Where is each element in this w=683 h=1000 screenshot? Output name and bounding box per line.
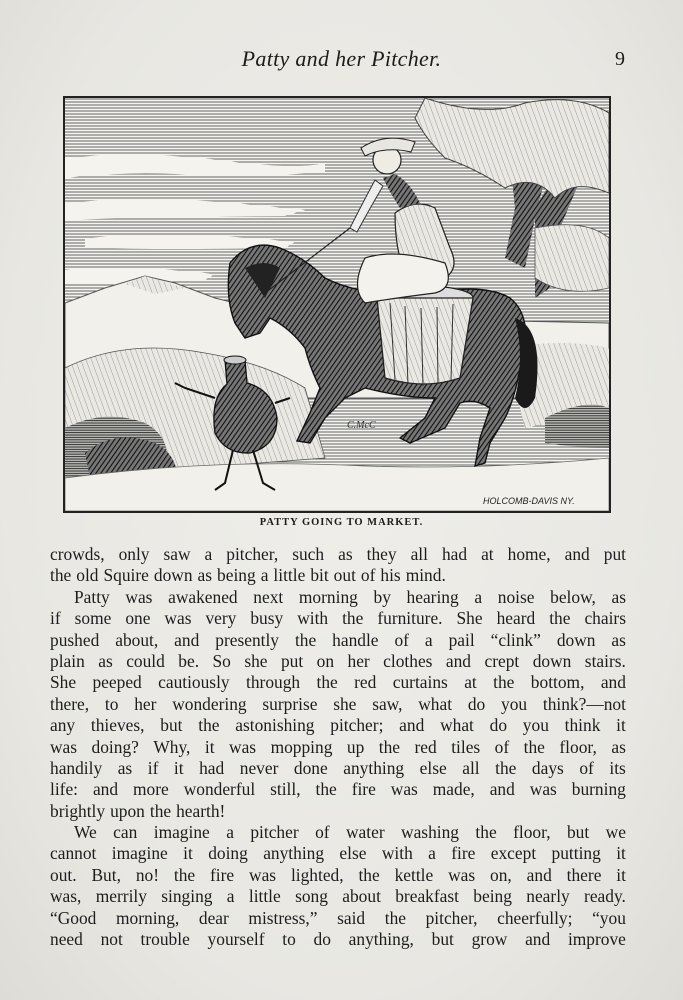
word: she xyxy=(244,650,268,671)
word: with xyxy=(297,608,329,629)
word: fire xyxy=(210,864,235,885)
word: hearing xyxy=(406,586,459,607)
word: but xyxy=(566,822,590,843)
text-line xyxy=(50,715,626,736)
word: only xyxy=(118,544,150,564)
word: her xyxy=(347,650,370,671)
word: fire xyxy=(451,843,476,864)
word: song xyxy=(295,886,328,907)
word: handle xyxy=(332,629,379,650)
word: was xyxy=(229,736,257,757)
word: do xyxy=(313,929,331,950)
word: Squire xyxy=(103,565,149,586)
word: had xyxy=(441,544,468,564)
word: “Good xyxy=(50,907,97,928)
text-line xyxy=(50,651,626,672)
illustration-caption: PATTY GOING TO MARKET. xyxy=(259,517,424,528)
word: and xyxy=(525,929,551,950)
word: astonishing xyxy=(235,715,315,736)
word: awakened xyxy=(168,586,238,607)
word: We xyxy=(74,822,97,843)
word: as xyxy=(117,757,133,778)
word: a xyxy=(428,843,436,864)
text-line xyxy=(50,737,626,758)
word: put xyxy=(603,544,626,564)
word: morning, xyxy=(115,907,180,928)
word: hearth! xyxy=(176,800,226,821)
word: cheerfully; xyxy=(497,907,573,928)
word: improve xyxy=(567,929,626,950)
word: brightly xyxy=(50,800,106,821)
word: there, xyxy=(50,693,90,714)
word: doing? xyxy=(91,736,139,757)
word: upon xyxy=(110,800,145,821)
word: not xyxy=(100,929,123,950)
word: burning xyxy=(571,779,626,800)
word: clothes xyxy=(383,650,433,671)
word: she xyxy=(333,693,357,714)
word: cautiously xyxy=(158,672,230,693)
word: Patty xyxy=(74,586,110,607)
word: saw, xyxy=(372,693,403,714)
word: no! xyxy=(135,864,159,885)
word: and xyxy=(174,629,200,650)
word: was xyxy=(448,864,476,885)
word: there xyxy=(566,864,602,885)
word: and xyxy=(399,715,425,736)
word: imagine xyxy=(111,843,168,864)
word: to xyxy=(282,929,296,950)
word: the xyxy=(493,672,515,693)
word: if xyxy=(50,608,61,629)
text-line xyxy=(50,758,626,779)
word: wonderful xyxy=(183,779,256,800)
word: as xyxy=(338,544,353,564)
word: was xyxy=(249,864,277,885)
word: more xyxy=(133,779,169,800)
word: and xyxy=(489,779,515,800)
text-line xyxy=(50,565,626,586)
word: it xyxy=(616,715,626,736)
text-line xyxy=(50,672,626,693)
page-number: 9 xyxy=(615,48,625,70)
word: it xyxy=(183,843,193,864)
artist-signature: C.McC xyxy=(347,420,376,431)
word: handily xyxy=(50,757,103,778)
word: and xyxy=(600,672,626,693)
word: merrily xyxy=(95,886,147,907)
word: with xyxy=(381,843,413,864)
word: being xyxy=(473,886,512,907)
word: floor, xyxy=(559,736,597,757)
word: was, xyxy=(50,886,82,907)
word: days xyxy=(531,757,564,778)
word: be. xyxy=(178,650,200,671)
word: its xyxy=(609,757,626,778)
word: you xyxy=(522,715,549,736)
page-header xyxy=(0,46,683,76)
word: “you xyxy=(592,907,626,928)
word: was xyxy=(50,736,78,757)
word: but xyxy=(431,929,454,950)
word: dear xyxy=(198,907,229,928)
word: down xyxy=(532,650,572,671)
word: if xyxy=(147,757,159,778)
word: all xyxy=(462,757,480,778)
word: old xyxy=(76,565,99,586)
word: So xyxy=(212,650,231,671)
word: the xyxy=(358,864,380,885)
word: pushed xyxy=(50,629,100,650)
text-line xyxy=(50,694,626,715)
word: done xyxy=(293,757,328,778)
text-line xyxy=(50,544,626,565)
word: water xyxy=(345,822,385,843)
word: it xyxy=(204,736,215,757)
word: think?—not xyxy=(542,693,626,714)
word: all xyxy=(410,544,428,564)
text-line xyxy=(50,630,626,651)
word: cannot xyxy=(50,843,97,864)
word: as xyxy=(197,565,213,586)
running-title: Patty and her Pitcher. xyxy=(241,46,442,71)
word: pitcher, xyxy=(425,907,478,928)
word: what xyxy=(440,715,474,736)
word: mopping xyxy=(270,736,333,757)
word: at xyxy=(464,672,477,693)
word: was xyxy=(164,608,192,629)
word: anything, xyxy=(348,929,414,950)
word: any xyxy=(50,715,76,736)
engraver-signature: HOLCOMB-DAVIS NY. xyxy=(483,496,575,506)
word: presently xyxy=(215,629,279,650)
word: what xyxy=(418,693,453,714)
word: a xyxy=(226,822,234,843)
word: the xyxy=(198,715,220,736)
word: but xyxy=(160,715,183,736)
word: of xyxy=(394,629,409,650)
word: breakfast xyxy=(395,886,459,907)
word: about, xyxy=(115,629,159,650)
word: red xyxy=(414,736,437,757)
word: her xyxy=(134,693,157,714)
word: furniture. xyxy=(377,608,443,629)
word: plain xyxy=(50,650,85,671)
word: morning xyxy=(298,586,358,607)
word: and xyxy=(92,779,119,800)
word: crowds, xyxy=(50,544,105,564)
word: the xyxy=(294,629,317,650)
word: imagine xyxy=(153,822,210,843)
word: of xyxy=(360,565,376,586)
word: life: xyxy=(50,779,79,800)
word: put xyxy=(280,650,304,671)
word: “clink” xyxy=(490,629,541,650)
word: ready. xyxy=(584,886,626,907)
word: chairs xyxy=(584,608,626,629)
word: next xyxy=(253,586,284,607)
word: red xyxy=(354,672,377,693)
basket xyxy=(377,286,473,386)
word: curtains xyxy=(392,672,448,693)
word: on, xyxy=(490,864,512,885)
word: peeped xyxy=(92,672,142,693)
word: they xyxy=(366,544,397,564)
word: washing xyxy=(401,822,459,843)
word: pail xyxy=(448,629,475,650)
word: else xyxy=(419,757,447,778)
word: the xyxy=(173,864,196,885)
word: very xyxy=(205,608,237,629)
word: through xyxy=(246,672,301,693)
word: below, xyxy=(550,586,596,607)
word: was xyxy=(529,779,557,800)
word: as xyxy=(611,586,626,607)
word: anything xyxy=(343,757,405,778)
text-line xyxy=(50,779,626,800)
word: about xyxy=(342,886,381,907)
word: saw xyxy=(163,544,191,564)
word: and xyxy=(526,864,552,885)
word: bit xyxy=(310,565,329,586)
word: made, xyxy=(432,779,475,800)
word: such xyxy=(292,544,325,564)
word: need xyxy=(50,929,83,950)
text-line xyxy=(50,865,626,886)
word: tiles xyxy=(451,736,481,757)
text-line xyxy=(50,587,626,608)
word: we xyxy=(605,822,626,843)
word: and xyxy=(445,650,472,671)
word: fire xyxy=(351,779,376,800)
word: it xyxy=(173,757,184,778)
word: home, xyxy=(507,544,551,564)
word: the xyxy=(315,779,337,800)
word: can xyxy=(113,822,138,843)
text-line xyxy=(50,822,626,843)
word: noise xyxy=(497,586,535,607)
word: else xyxy=(339,843,367,864)
word: a xyxy=(260,565,269,586)
word: pitcher, xyxy=(226,544,279,564)
word: by xyxy=(373,586,391,607)
word: the xyxy=(378,736,401,757)
word: doing xyxy=(208,843,248,864)
word: the xyxy=(149,800,172,821)
word: some xyxy=(74,608,112,629)
word: crept xyxy=(484,650,520,671)
text-line xyxy=(50,843,626,864)
word: busy xyxy=(250,608,284,629)
word: of xyxy=(494,736,510,757)
word: lighted, xyxy=(290,864,344,885)
word: surprise xyxy=(262,693,318,714)
word: bottom, xyxy=(530,672,585,693)
word: down xyxy=(153,565,193,586)
word: you xyxy=(501,693,528,714)
word: being xyxy=(217,565,256,586)
word: the xyxy=(342,608,364,629)
word: grow xyxy=(471,929,508,950)
word: on xyxy=(316,650,335,671)
word: heard xyxy=(496,608,536,629)
word: to xyxy=(104,693,119,714)
word: nearly xyxy=(526,886,570,907)
word: except xyxy=(490,843,537,864)
word: one xyxy=(125,608,151,629)
word: was xyxy=(390,779,418,800)
text-line xyxy=(50,608,626,629)
word: She xyxy=(50,672,77,693)
word: pitcher xyxy=(250,822,299,843)
word: Why, xyxy=(153,736,191,757)
word: little xyxy=(273,565,306,586)
word: But, xyxy=(91,864,121,885)
word: still, xyxy=(270,779,301,800)
word: the xyxy=(316,672,338,693)
word: a xyxy=(226,886,235,907)
text-line xyxy=(50,886,626,907)
body-text xyxy=(50,544,626,950)
word: kettle xyxy=(394,864,434,885)
word: down xyxy=(556,629,596,650)
word: never xyxy=(239,757,279,778)
word: do xyxy=(467,693,486,714)
word: the xyxy=(384,907,406,928)
word: out. xyxy=(50,864,77,885)
word: mistress,” xyxy=(248,907,318,928)
word: had xyxy=(199,757,225,778)
word: out xyxy=(333,565,356,586)
word: trouble xyxy=(140,929,190,950)
word: at xyxy=(481,544,494,564)
word: as xyxy=(98,650,113,671)
word: and xyxy=(564,544,590,564)
word: a xyxy=(424,629,433,650)
word: the xyxy=(523,736,545,757)
word: wondering xyxy=(172,693,247,714)
text-line xyxy=(50,929,626,950)
word: as xyxy=(611,736,626,757)
engraving-illustration xyxy=(63,96,611,513)
text-line xyxy=(50,908,626,929)
word: floor, xyxy=(513,822,551,843)
word: the xyxy=(475,822,497,843)
word: of xyxy=(315,822,330,843)
word: thieves, xyxy=(90,715,145,736)
word: as xyxy=(611,629,626,650)
word: stairs. xyxy=(584,650,626,671)
word: up xyxy=(346,736,365,757)
word: the xyxy=(549,608,571,629)
word: could xyxy=(126,650,165,671)
word: mind. xyxy=(405,565,446,586)
text-line xyxy=(50,801,626,822)
word: think xyxy=(564,715,601,736)
word: the xyxy=(50,565,72,586)
word: of xyxy=(579,757,594,778)
word: it xyxy=(616,864,626,885)
word: the xyxy=(495,757,517,778)
word: anything xyxy=(263,843,325,864)
word: little xyxy=(248,886,281,907)
word: yourself xyxy=(207,929,265,950)
word: his xyxy=(380,565,401,586)
word: She xyxy=(456,608,483,629)
word: a xyxy=(474,586,483,607)
word: a xyxy=(204,544,213,564)
word: do xyxy=(489,715,508,736)
word: singing xyxy=(161,886,213,907)
word: pitcher; xyxy=(330,715,384,736)
word: was xyxy=(125,586,153,607)
word: it xyxy=(616,843,626,864)
word: said xyxy=(337,907,366,928)
word: putting xyxy=(551,843,601,864)
